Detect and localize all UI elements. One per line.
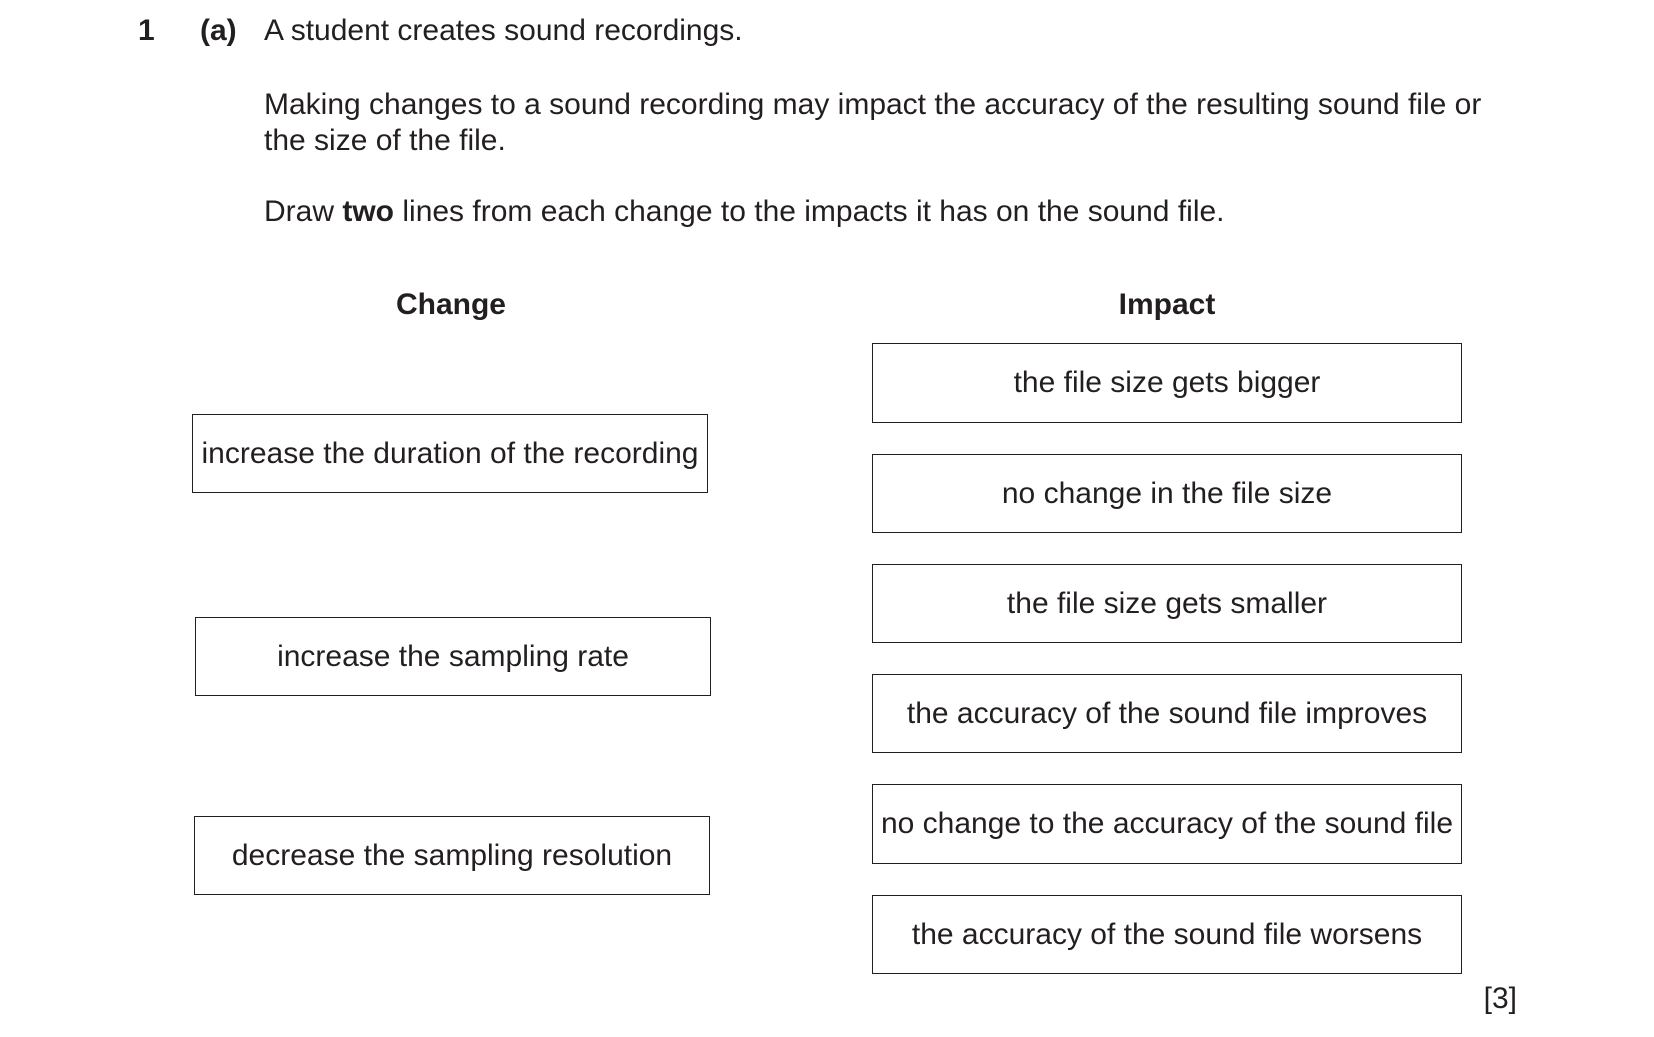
impact-box-size-bigger[interactable]: the file size gets bigger bbox=[872, 343, 1462, 423]
question-instruction bbox=[264, 195, 1225, 229]
instruction-prefix: Draw bbox=[264, 195, 335, 228]
impact-column-heading: Impact bbox=[1118, 288, 1216, 321]
instruction-bold: two bbox=[342, 195, 395, 228]
question-number: 1 bbox=[138, 14, 155, 47]
impact-box-accuracy-no-change[interactable]: no change to the accuracy of the sound file bbox=[872, 784, 1462, 864]
change-box-sampling-rate[interactable]: increase the sampling rate bbox=[195, 617, 711, 696]
instruction-suffix: lines from each change to the impacts it has on the sound file. bbox=[402, 195, 1225, 228]
question-part: (a) bbox=[200, 14, 237, 47]
change-box-sampling-resolution[interactable]: decrease the sampling resolution bbox=[194, 816, 710, 895]
change-column-heading: Change bbox=[395, 288, 506, 321]
question-stem: A student creates sound recordings. bbox=[264, 14, 743, 47]
impact-box-accuracy-improves[interactable]: the accuracy of the sound file improves bbox=[872, 674, 1462, 753]
change-box-duration[interactable]: increase the duration of the recording bbox=[192, 414, 708, 493]
impact-box-size-no-change[interactable]: no change in the file size bbox=[872, 454, 1462, 533]
marks-indicator: [3] bbox=[1483, 982, 1517, 1015]
impact-box-size-smaller[interactable]: the file size gets smaller bbox=[872, 564, 1462, 643]
question-paragraph: Making changes to a sound recording may impact the accuracy of the resulting sound file or the size of the file. bbox=[264, 88, 1482, 157]
impact-box-accuracy-worsens[interactable]: the accuracy of the sound file worsens bbox=[872, 895, 1462, 974]
